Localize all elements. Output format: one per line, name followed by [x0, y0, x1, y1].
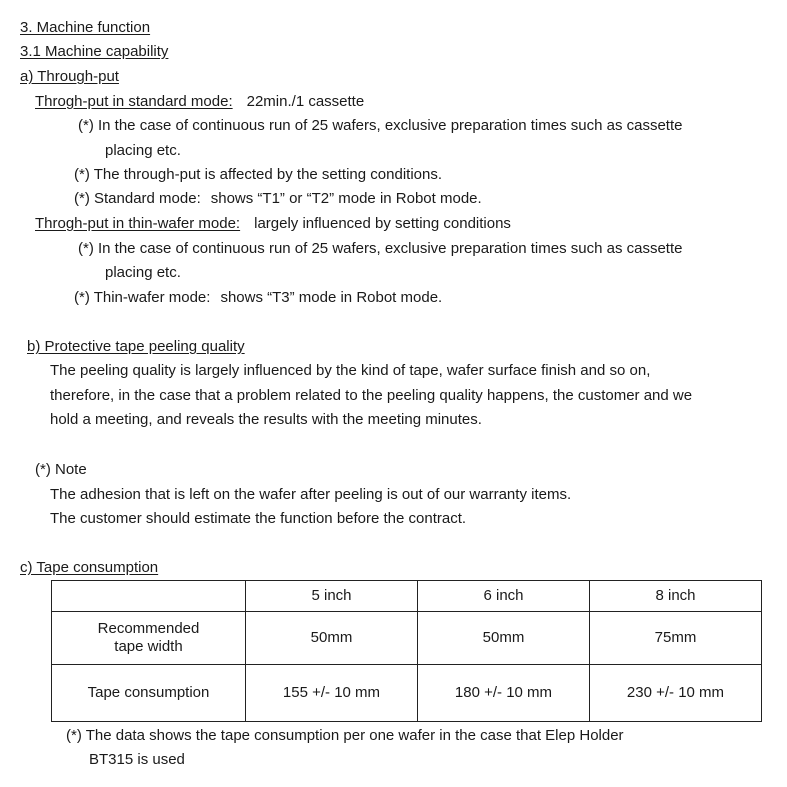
table-header-row [52, 581, 762, 612]
throughput-thin-note2 [74, 289, 442, 307]
tape-heading: c) Tape consumption [20, 559, 159, 576]
table-row [52, 665, 762, 722]
section-title: 3. Machine function [20, 19, 151, 36]
tape-consumption-table [51, 580, 762, 722]
throughput-thin-value: largely influenced by setting conditions [254, 215, 511, 232]
throughput-thin-label: Throgh-put in thin-wafer mode: [35, 215, 241, 232]
throughput-thin-note1-line1: (*) In the case of continuous run of 25 wafers, exclusive preparation times such as cassette [78, 240, 683, 257]
table-header-cell [52, 581, 246, 612]
section-subtitle: 3.1 Machine capability [20, 43, 169, 60]
note-line: The customer should estimate the function before the contract. [50, 510, 467, 527]
table-cell: 155 +/- 10 mm [246, 665, 418, 722]
throughput-standard-label: Throgh-put in standard mode: [35, 93, 233, 110]
throughput-thin-note2-text: shows “T3” mode in Robot mode. [220, 289, 443, 306]
throughput-thin-note1-line2: placing etc. [105, 264, 181, 281]
table-cell: 50mm [246, 612, 418, 665]
tape-footnote-line1: (*) The data shows the tape consumption per one wafer in the case that Elep Holder [66, 727, 624, 744]
table-header-cell: 5 inch [246, 581, 418, 612]
peeling-paragraph-line: hold a meeting, and reveals the results with the meeting minutes. [50, 411, 482, 428]
row-label-recommended-tape-width [52, 612, 246, 665]
table-header-cell: 8 inch [590, 581, 762, 612]
table-cell: 75mm [590, 612, 762, 665]
throughput-standard-note1-line1: (*) In the case of continuous run of 25 wafers, exclusive preparation times such as cassette [78, 117, 683, 134]
peeling-heading: b) Protective tape peeling quality [27, 338, 245, 355]
peeling-paragraph-line: therefore, in the case that a problem related to the peeling quality happens, the customer and we [50, 387, 693, 404]
throughput-thin-row [35, 215, 511, 233]
table-cell: 50mm [418, 612, 590, 665]
throughput-heading: a) Through-put [20, 68, 119, 85]
table-header-cell: 6 inch [418, 581, 590, 612]
table-cell: 180 +/- 10 mm [418, 665, 590, 722]
throughput-standard-note2: (*) The through-put is affected by the setting conditions. [74, 166, 442, 183]
throughput-standard-note3-prefix: (*) Standard mode: [74, 190, 201, 207]
throughput-standard-note3-text: shows “T1” or “T2” mode in Robot mode. [210, 190, 482, 207]
table-cell: 230 +/- 10 mm [590, 665, 762, 722]
row-label-line: Recommended [97, 620, 200, 637]
throughput-standard-note3 [74, 190, 482, 208]
note-heading: (*) Note [35, 461, 87, 478]
row-label-tape-consumption: Tape consumption [52, 665, 246, 722]
peeling-paragraph-line: The peeling quality is largely influenced by the kind of tape, wafer surface finish and so on, [50, 362, 651, 379]
throughput-standard-value: 22min./1 cassette [246, 93, 365, 110]
throughput-standard-row [35, 93, 364, 111]
throughput-standard-note1-line2: placing etc. [105, 142, 181, 159]
row-label-line: tape width [114, 638, 183, 655]
throughput-thin-note2-prefix: (*) Thin-wafer mode: [74, 289, 211, 306]
table-row [52, 612, 762, 665]
note-line: The adhesion that is left on the wafer after peeling is out of our warranty items. [50, 486, 572, 503]
tape-footnote-line2: BT315 is used [89, 751, 185, 768]
